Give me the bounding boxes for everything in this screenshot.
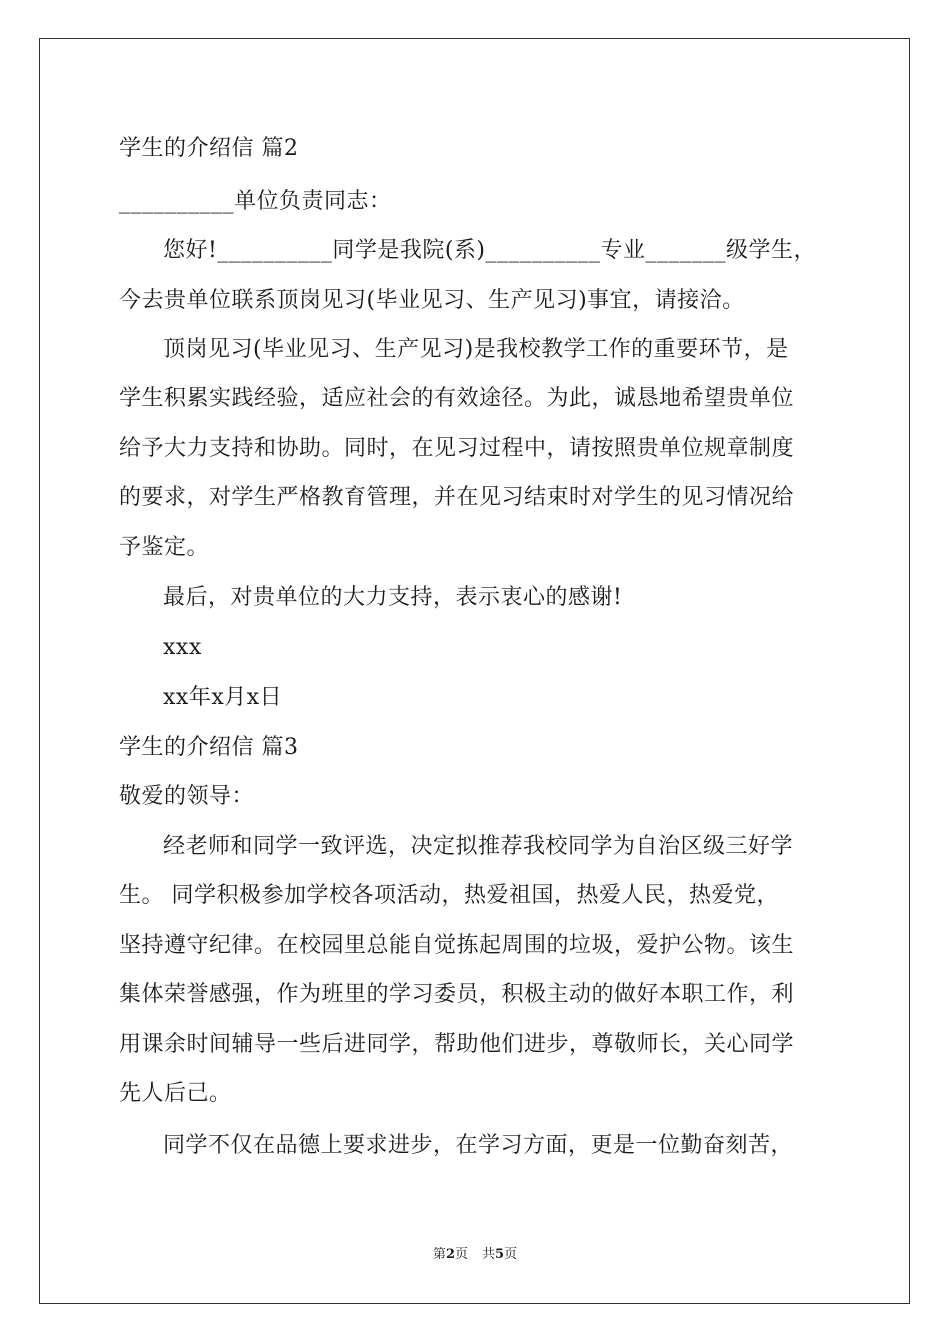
section-heading-2: 学生的介绍信 篇2 [119,136,299,161]
paragraph-line: 学生积累实践经验，适应社会的有效途径。为此，诚恳地希望贵单位 [119,386,795,411]
section-heading-3: 学生的介绍信 篇3 [119,735,299,760]
total-suffix: 页 [504,1247,518,1262]
paragraph-line: 生。 同学积极参加学校各项活动，热爱祖国，热爱人民，热爱党， [119,883,779,908]
page-border [39,38,910,1304]
paragraph-line: 用课余时间辅导一些后进同学，帮助他们进步，尊敬师长，关心同学 [119,1032,795,1057]
salutation-line: 敬爱的领导： [119,784,255,809]
paragraph-line: 坚持遵守纪律。在校园里总能自觉拣起周围的垃圾，爱护公物。该生 [119,933,795,958]
paragraph-line: 予鉴定。 [119,535,210,560]
page-footer [0,1246,950,1264]
paragraph-line: 给予大力支持和协助。同时，在见习过程中，请按照贵单位规章制度 [119,436,795,461]
paragraph-line: 今去贵单位联系顶岗见习(毕业见习、生产见习)事宜，请接洽。 [119,288,745,313]
paragraph-line: 您好!__________同学是我院(系)__________专业_______级学生， [163,238,817,263]
signature-line: xxx [163,635,202,660]
total-pages: 5 [495,1247,505,1262]
paragraph-line: 先人后己。 [119,1081,232,1106]
page-prefix: 第 [432,1247,446,1262]
salutation-line: __________单位负责同志： [119,189,392,214]
closing-line: 最后，对贵单位的大力支持，表示衷心的感谢! [163,585,623,610]
total-prefix: 共 [482,1247,496,1262]
paragraph-line: 顶岗见习(毕业见习、生产见习)是我校教学工作的重要环节，是 [163,337,789,362]
page-suffix: 页 [454,1247,468,1262]
date-line: xx年x月x日 [163,685,283,710]
paragraph-line: 集体荣誉感强，作为班里的学习委员，积极主动的做好本职工作，利 [119,982,795,1007]
paragraph-line: 经老师和同学一致评选，决定拟推荐我校同学为自治区级三好学 [163,834,794,859]
paragraph-line: 同学不仅在品德上要求进步，在学习方面，更是一位勤奋刻苦， [163,1133,794,1158]
page-number: 2 [445,1247,455,1262]
paragraph-line: 的要求，对学生严格教育管理，并在见习结束时对学生的见习情况给 [119,485,795,510]
